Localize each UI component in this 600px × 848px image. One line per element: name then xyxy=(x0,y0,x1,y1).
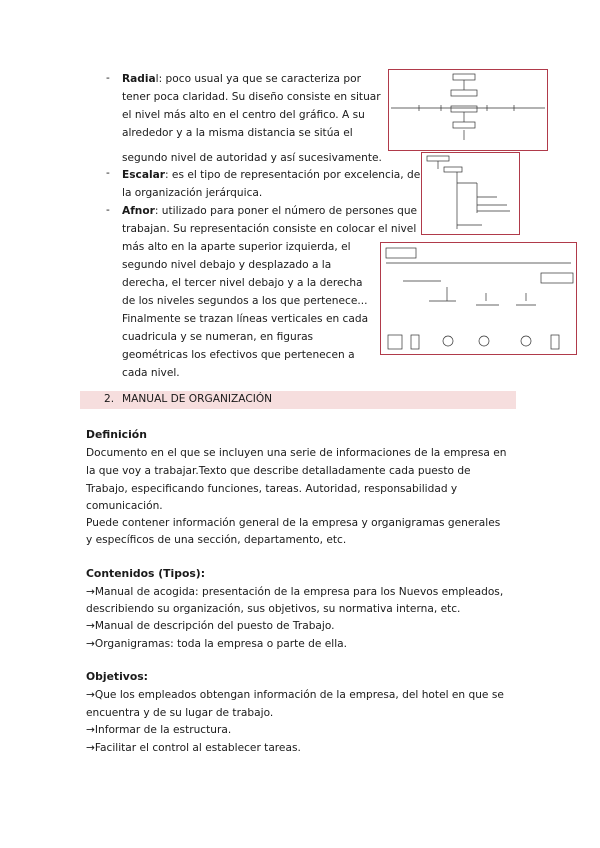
list-dash: - xyxy=(106,167,110,179)
escalar-line-1 xyxy=(122,166,420,184)
contenidos-heading: Contenidos (Tipos): xyxy=(86,567,206,580)
afnor-term: Afnor xyxy=(122,205,155,217)
contenidos-line-2: describiendo su organización, sus objetivos, su normativa interna, etc. xyxy=(86,603,461,615)
section-number: 2. xyxy=(104,393,115,405)
afnor-line-9: geométricas los efectivos que pertenecen a xyxy=(122,349,355,361)
radial-term: Radia xyxy=(122,73,156,85)
definicion-line-1: Documento en el que se incluyen una serie de informaciones de la empresa en xyxy=(86,447,507,459)
escalar-line-2: la organización jerárquica. xyxy=(122,187,263,199)
afnor-line-2: trabajan. Su representación consiste en colocar el nivel xyxy=(122,223,417,235)
objetivos-line-3: →Informar de la estructura. xyxy=(86,724,232,736)
escalar-text: : es el tipo de representación por excelencia, de xyxy=(164,169,421,181)
list-dash: - xyxy=(106,72,110,84)
objetivos-line-1: →Que los empleados obtengan información de la empresa, del hotel en que se xyxy=(86,689,504,701)
definicion-line-3: Trabajo, especificando funciones, tareas. Autoridad, responsabilidad y xyxy=(86,483,458,495)
definicion-line-5: Puede contener información general de la empresa y organigramas generales xyxy=(86,517,501,529)
section-title: MANUAL DE ORGANIZACIÓN xyxy=(122,393,273,405)
afnor-line-6: de los niveles segundos a los que pertenece... xyxy=(122,295,368,307)
section-header xyxy=(80,391,516,409)
afnor-text: : utilizado para poner el número de persones que xyxy=(154,205,418,217)
radial-line-5: segundo nivel de autoridad y así sucesivamente. xyxy=(122,152,382,164)
afnor-line-4: segundo nivel debajo y desplazado a la xyxy=(122,259,332,271)
radial-line-1 xyxy=(122,70,361,88)
afnor-line-1 xyxy=(122,202,417,220)
definicion-heading: Definición xyxy=(86,428,147,441)
afnor-line-7: Finalmente se trazan líneas verticales en cada xyxy=(122,313,369,325)
contenidos-line-3: →Manual de descripción del puesto de Trabajo. xyxy=(86,620,335,632)
radial-line-2: tener poca claridad. Su diseño consiste en situar xyxy=(122,91,381,103)
afnor-line-8: cuadricula y se numeran, en figuras xyxy=(122,331,314,343)
radial-text: l: poco usual ya que se caracteriza por xyxy=(155,73,361,85)
escalar-chart-image xyxy=(422,153,519,234)
objetivos-line-2: encuentra y de su lugar de trabajo. xyxy=(86,707,274,719)
list-dash: - xyxy=(106,204,110,216)
objetivos-heading: Objetivos: xyxy=(86,670,148,683)
objetivos-line-4: →Facilitar el control al establecer tareas. xyxy=(86,742,301,754)
afnor-line-10: cada nivel. xyxy=(122,367,180,379)
radial-chart-image xyxy=(389,70,547,150)
definicion-line-6: y específicos de una sección, departamento, etc. xyxy=(86,534,347,546)
contenidos-line-4: →Organigramas: toda la empresa o parte de ella. xyxy=(86,638,348,650)
radial-chart-figure xyxy=(388,69,548,151)
escalar-chart-figure xyxy=(421,152,520,235)
afnor-chart-image xyxy=(381,243,576,354)
afnor-line-3: más alto en la aparte superior izquierda, el xyxy=(122,241,351,253)
radial-line-4: alrededor y a la misma distancia se sitúa el xyxy=(122,127,353,139)
contenidos-line-1: →Manual de acogida: presentación de la empresa para los Nuevos empleados, xyxy=(86,586,504,598)
radial-line-3: el nivel más alto en el centro del gráfico. A su xyxy=(122,109,365,121)
afnor-chart-figure xyxy=(380,242,577,355)
definicion-line-4: comunicación. xyxy=(86,500,163,512)
afnor-line-5: derecha, el tercer nivel debajo y a la derecha xyxy=(122,277,363,289)
definicion-line-2: la que voy a trabajar.Texto que describe detalladamente cada puesto de xyxy=(86,465,471,477)
escalar-term: Escalar xyxy=(122,169,165,181)
